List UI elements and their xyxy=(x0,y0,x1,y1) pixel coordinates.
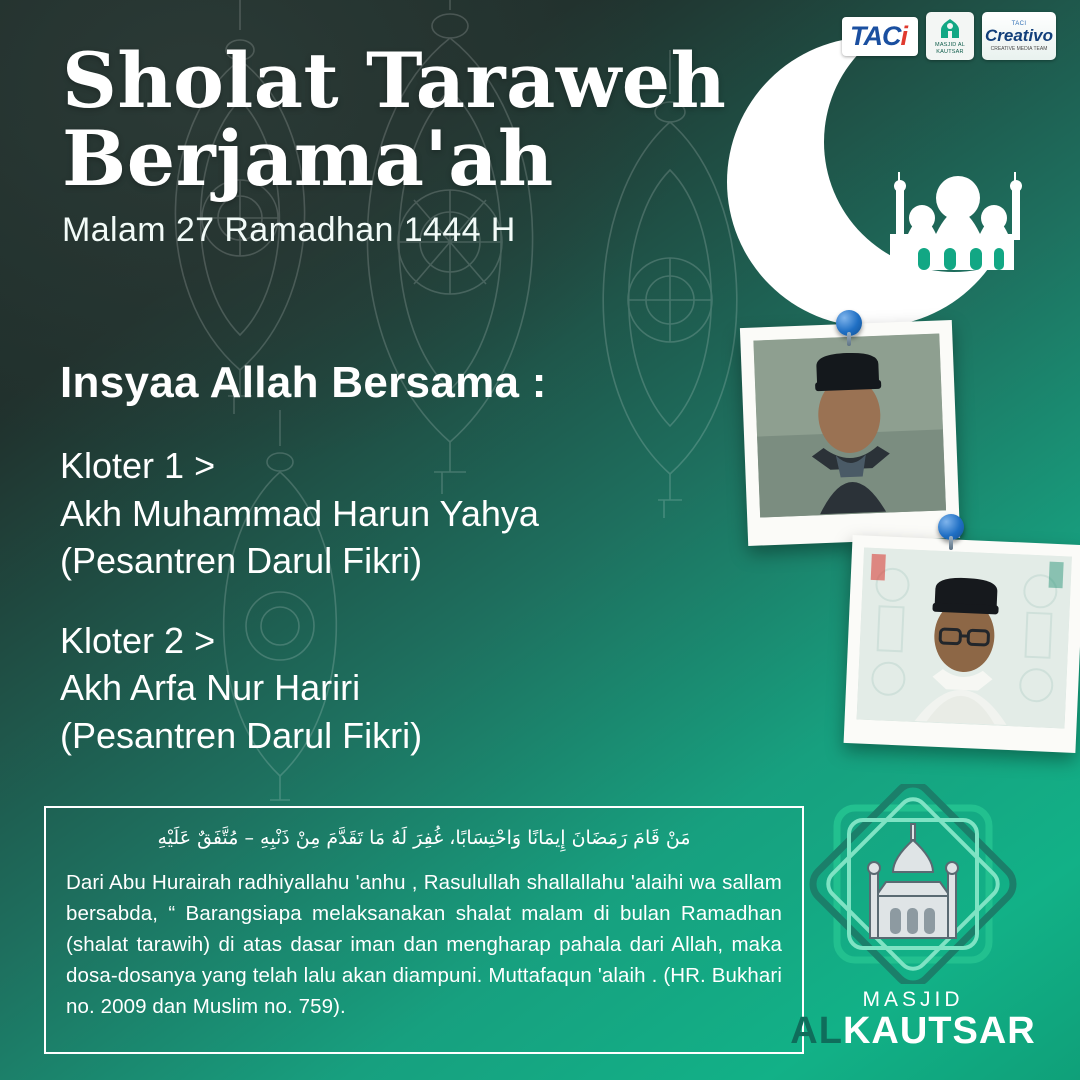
masjid-badge xyxy=(788,784,1038,1054)
portrait-illustration xyxy=(857,548,1072,729)
logo-cluster xyxy=(842,12,1056,60)
mosque-icon xyxy=(937,17,963,41)
kloter-name: Akh Arfa Nur Hariri xyxy=(60,667,361,709)
imam-list xyxy=(60,358,547,791)
creativo-logo-main: Creativo xyxy=(984,25,1054,45)
kloter-name: Akh Muhammad Harun Yahya xyxy=(60,492,539,534)
poster-headline xyxy=(62,36,727,250)
hadith-arabic-text: مَنْ قَامَ رَمَضَانَ إِيمَانًا وَاحْتِسَابًا، غُفِرَ لَهُ مَا تَقَدَّمَ مِنْ ذَنْبِهِ – مُتَّفَقٌ عَلَيْهِ xyxy=(157,827,691,849)
pushpin-icon xyxy=(836,310,862,336)
photo-card xyxy=(844,535,1080,753)
kloter-group xyxy=(60,442,547,585)
portrait-image xyxy=(753,334,946,518)
taci-logo-text: TAC xyxy=(849,20,901,51)
title-line-1: Sholat Taraweh xyxy=(62,36,727,125)
masjid-emblem xyxy=(808,784,1018,984)
photo-card xyxy=(740,320,960,546)
badge-masjid-label: MASJID xyxy=(862,988,964,1011)
badge-name-al: AL xyxy=(790,1010,843,1052)
creativo-logo-sub: CREATIVE MEDIA TEAM xyxy=(990,45,1048,52)
creativo-logo xyxy=(982,12,1056,60)
portrait-illustration xyxy=(753,334,946,518)
masjid-mini-logo-label: MASJID AL KAUTSAR xyxy=(935,42,965,55)
pushpin-icon xyxy=(938,514,964,540)
kloter-label: Kloter 1 > xyxy=(60,445,216,486)
taci-logo-dot: i xyxy=(900,20,908,51)
hadith-translation-text: Dari Abu Hurairah radhiyallahu 'anhu , Rasulullah shallallahu 'alaihi wa sallam bersabda, “ Barangsiapa melaksanakan shalat malam di bulan Ramadhan (shalat tarawih) di atas dasar iman dan mengharap pahala dari Allah, maka dosa-dosanya yang telah lalu akan diampuni. Muttafaqun 'alaih . (HR. Bukhari no. 2009 dan Muslim no. 759). xyxy=(66,870,782,1019)
creativo-logo-top: TACI xyxy=(1011,20,1027,27)
kloter-group xyxy=(60,617,547,760)
taci-logo xyxy=(842,17,918,56)
title-line-2: Berjama'ah xyxy=(62,113,554,203)
badge-name-kautsar: KAUTSAR xyxy=(842,1010,1036,1052)
poster-subtitle: Malam 27 Ramadhan 1444 H xyxy=(62,211,516,250)
masjid-mini-logo xyxy=(926,12,974,60)
badge-name xyxy=(788,1012,1038,1050)
kloter-org: (Pesantren Darul Fikri) xyxy=(60,540,423,582)
kloter-label: Kloter 2 > xyxy=(60,619,216,661)
portrait-image xyxy=(857,548,1072,729)
moon-mosque-illustration xyxy=(722,22,1052,352)
kloter-org: (Pesantren Darul Fikri) xyxy=(60,714,423,756)
section-heading: Insyaa Allah Bersama : xyxy=(60,358,547,407)
hadith-box xyxy=(44,806,804,1054)
